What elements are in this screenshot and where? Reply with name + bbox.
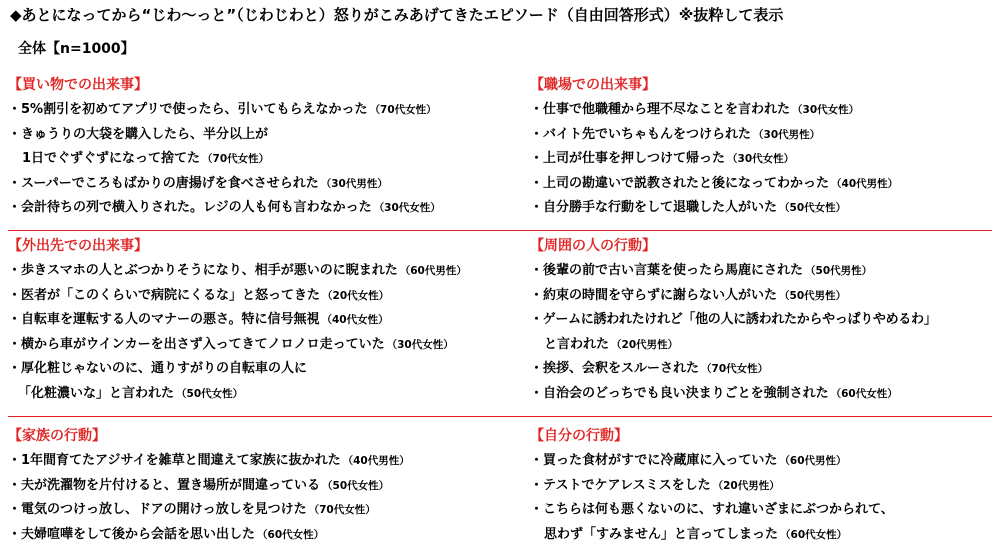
section-heading: 【買い物での出来事】 (8, 77, 148, 93)
list-item (530, 384, 990, 409)
list-item (530, 500, 990, 525)
list-item (530, 525, 990, 550)
section-people-around (530, 237, 990, 408)
section-heading: 【自分の行動】 (530, 428, 628, 444)
item-text: ・横から車がウインカーを出さず入ってきてノロノロ走っていた (8, 336, 385, 352)
list-item (8, 286, 508, 311)
item-text: ・バイト先でいちゃもんをつけられた (530, 126, 752, 142)
respondent-note: （70代女性） (202, 153, 270, 165)
respondent-note: （30代男性） (320, 177, 388, 190)
section-heading: 【家族の行動】 (8, 428, 106, 444)
list-item (8, 384, 508, 409)
item-text: ・自分勝手な行動をして退職した人がいた (530, 200, 778, 215)
section-family (8, 427, 508, 549)
item-text: 「化粧濃いな」と言われた (18, 385, 175, 401)
respondent-note: （50代男性） (805, 265, 873, 277)
section-heading: 【職場での出来事】 (530, 77, 656, 93)
section-divider (8, 230, 992, 231)
item-text: ・こちらは何も悪くないのに、すれ違いざまにぶつかられて、 (530, 502, 894, 517)
respondent-note: （40代女性） (321, 314, 389, 326)
list-item (530, 359, 990, 384)
list-item (530, 174, 990, 199)
item-text: ・スーパーでころもばかりの唐揚げを食べさせられた (8, 175, 319, 191)
item-text: ・上司の勘違いで説教されたと後になってわかった (530, 175, 830, 191)
respondent-note: （50代男性） (779, 289, 847, 302)
section-outside (8, 237, 508, 408)
item-text: ・会計待ちの列で横入りされた。レジの人も何も言わなかった (8, 200, 372, 215)
list-item (8, 310, 508, 335)
item-text: と言われた (544, 336, 610, 352)
respondent-note: （60代男性） (779, 455, 847, 467)
respondent-note: （30代女性） (373, 202, 441, 214)
section-divider (8, 416, 992, 417)
list-item (8, 125, 508, 150)
section-shopping (8, 76, 508, 223)
list-item (530, 451, 990, 476)
item-text: ・電気のつけっ放し、ドアの開けっ放しを見つけた (8, 502, 307, 517)
list-item (530, 286, 990, 311)
respondent-note: （30代女性） (386, 338, 454, 351)
respondent-note: （30代男性） (753, 128, 821, 141)
respondent-note: （70代女性） (369, 104, 437, 116)
section-self (530, 427, 990, 549)
item-text: ・医者が「このくらいで病院にくるな」と怒ってきた (8, 287, 321, 303)
respondent-note: （50代女性） (322, 479, 390, 492)
item-text: ・5%割引を初めてアプリで使ったら、引いてもらえなかった (8, 102, 368, 117)
list-item (8, 451, 508, 476)
respondent-note: （50代女性） (176, 387, 244, 400)
item-text: ・自治会のどっちでも良い決まりごとを強制された (530, 385, 829, 401)
item-text: ・挨拶、会釈をスルーされた (530, 361, 700, 376)
item-text: ・自転車を運転する人のマナーの悪さ。特に信号無視 (8, 312, 320, 327)
respondent-note: （70代女性） (308, 504, 376, 516)
respondent-note: （60代女性） (257, 528, 325, 541)
list-item (530, 261, 990, 286)
item-text: ・きゅうりの大袋を購入したら、半分以上が (8, 126, 269, 142)
respondent-note: （60代女性） (830, 387, 898, 400)
list-item (8, 335, 508, 360)
item-text: ・後輩の前で古い言葉を使ったら馬鹿にされた (530, 263, 804, 278)
item-text: ・上司が仕事を押しつけて帰った (530, 151, 726, 166)
list-item (530, 335, 990, 360)
list-item (530, 100, 990, 125)
list-item (8, 476, 508, 501)
respondent-note: （20代男性） (712, 479, 780, 492)
respondent-note: （50代女性） (779, 202, 847, 214)
respondent-note: （30代女性） (792, 104, 860, 116)
item-text: ・厚化粧じゃないのに、通りすがりの自転車の人に (8, 361, 308, 376)
section-workplace (530, 76, 990, 223)
list-item (530, 149, 990, 174)
item-text: ・買った食材がすでに冷蔵庫に入っていた (530, 453, 778, 468)
list-item (8, 261, 508, 286)
list-item (8, 198, 508, 223)
respondent-note: （40代男性） (342, 455, 410, 467)
list-item (8, 149, 508, 174)
item-text: ・夫婦喧嘩をして後から会話を思い出した (8, 526, 256, 542)
page-title: ◆あとになってから“じわ～っと”（じわじわと）怒りがこみあげてきたエピソード（自由回答形式）※抜粋して表示 (10, 6, 784, 24)
item-text: ・仕事で他職種から理不尽なことを言われた (530, 102, 791, 117)
section-heading: 【周囲の人の行動】 (530, 238, 656, 254)
respondent-note: （20代女性） (322, 289, 390, 302)
respondent-note: （60代男性） (399, 265, 467, 277)
list-item (530, 125, 990, 150)
respondent-note: （70代女性） (701, 363, 769, 375)
respondent-note: （20代男性） (611, 338, 679, 351)
sample-size-label: 全体【n=1000】 (18, 41, 135, 57)
item-text: ・1年間育てたアジサイを雑草と間違えて家族に抜かれた (8, 453, 341, 468)
respondent-note: （60代女性） (780, 528, 848, 541)
list-item (8, 359, 508, 384)
list-item (530, 310, 990, 335)
item-text: 1日でぐずぐずになって捨てた (22, 151, 201, 166)
list-item (530, 198, 990, 223)
section-heading: 【外出先での出来事】 (8, 238, 148, 254)
list-item (530, 476, 990, 501)
list-item (8, 100, 508, 125)
respondent-note: （30代女性） (727, 153, 795, 165)
list-item (8, 500, 508, 525)
list-item (8, 174, 508, 199)
item-text: ・テストでケアレスミスをした (530, 477, 711, 493)
respondent-note: （40代男性） (831, 177, 899, 190)
list-item (8, 525, 508, 550)
item-text: ・歩きスマホの人とぶつかりそうになり、相手が悪いのに睨まれた (8, 263, 398, 278)
item-text: ・夫が洗濯物を片付けると、置き場所が間違っている (8, 477, 321, 493)
item-text: 思わず「すみません」と言ってしまった (544, 526, 779, 542)
item-text: ・ゲームに誘われたけれど「他の人に誘われたからやっぱりやめるわ」 (530, 312, 937, 327)
item-text: ・約束の時間を守らずに謝らない人がいた (530, 287, 778, 303)
